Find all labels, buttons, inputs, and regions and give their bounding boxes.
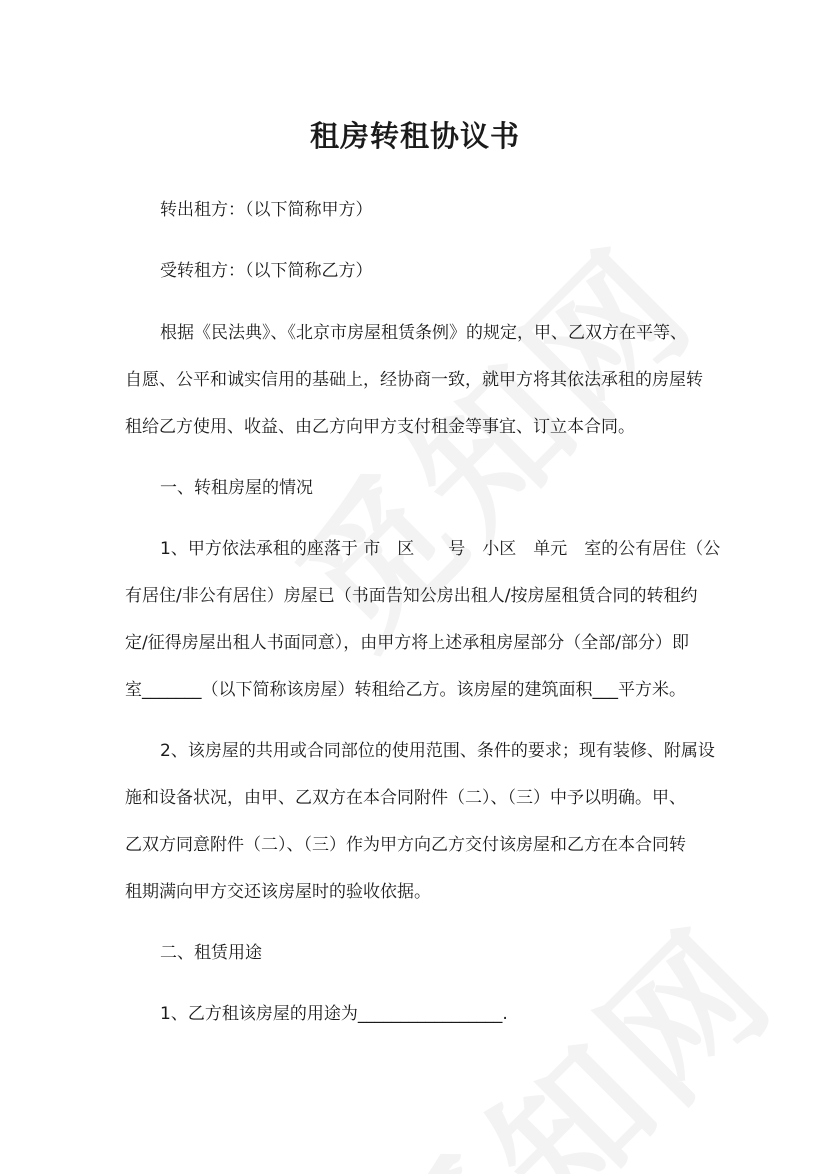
clause-line: 室_______（以下简称该房屋）转租给乙方。该房屋的建筑面积___平方米。 (125, 680, 686, 700)
clause-line: 施和设备状况，由甲、乙双方在本合同附件（二）、（三）中予以明确。甲、 (125, 788, 686, 808)
section-heading: 一、转租房屋的情况 (160, 478, 313, 498)
section-heading: 二、租赁用途 (160, 943, 262, 963)
preamble-line: 自愿、公平和诚实信用的基础上，经协商一致，就甲方将其依法承租的房屋转 (125, 370, 703, 390)
document-title: 租房转租协议书 (309, 119, 520, 153)
party-a-line: 转出租方：（以下简称甲方） (160, 200, 373, 220)
clause-line: 乙双方同意附件（二）、（三）作为甲方向乙方交付该房屋和乙方在本合同转 (125, 835, 686, 855)
party-b-line: 受转租方：（以下简称乙方） (160, 261, 373, 281)
clause-line: 1、乙方租该房屋的用途为_________________. (160, 1004, 508, 1024)
clause-line: 2、该房屋的共用或合同部位的使用范围、条件的要求；现有装修、附属设 (160, 741, 715, 761)
preamble-line: 根据《民法典》、《北京市房屋租赁条例》的规定，甲、乙双方在平等、 (160, 323, 687, 343)
clause-line: 租期满向甲方交还该房屋时的验收依据。 (125, 882, 431, 902)
clause-line: 定/征得房屋出租人书面同意），由甲方将上述承租房屋部分（全部/部分）即 (125, 633, 689, 653)
preamble-line: 租给乙方使用、收益、由乙方向甲方支付租金等事宜、订立本合同。 (125, 417, 635, 437)
clause-line: 有居住/非公有居住）房屋已（书面告知公房出租人/按房屋租赁合同的转租约 (125, 586, 698, 606)
clause-line: 1、甲方依法承租的座落于 市 区 号 小区 单元 室的公有居住（公 (160, 539, 721, 559)
